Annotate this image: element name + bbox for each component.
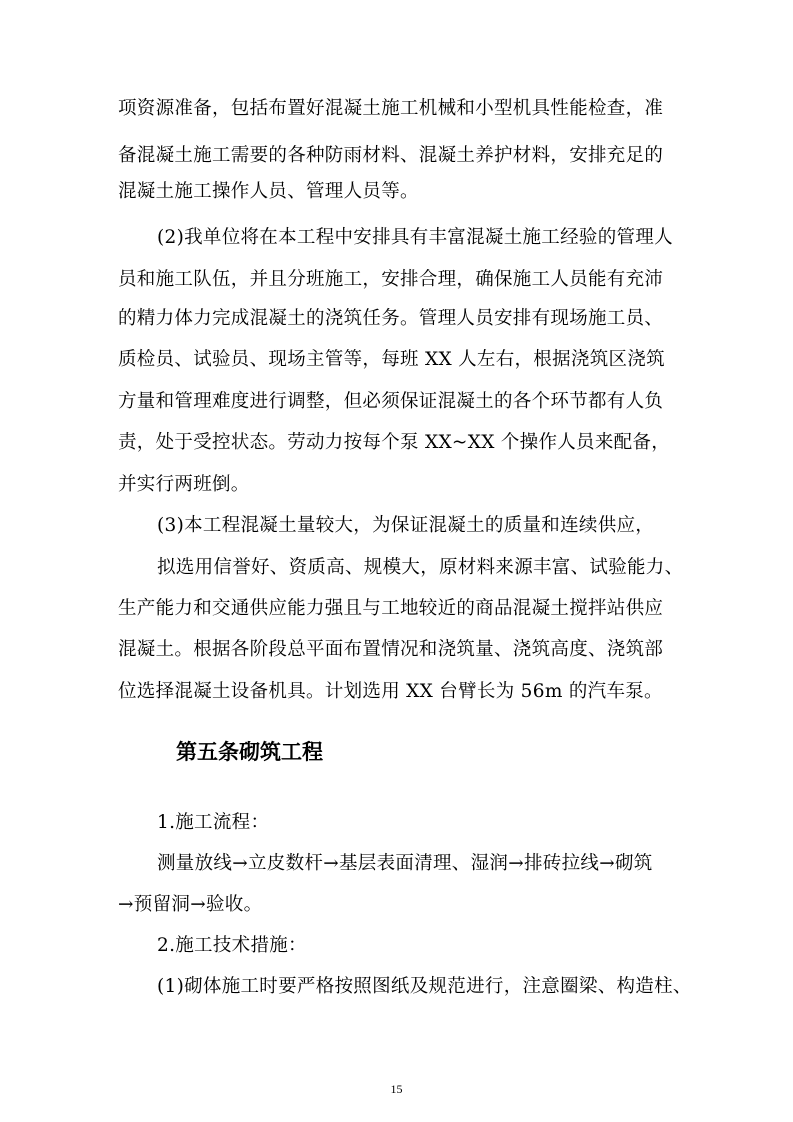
body-text-line: (1)砌体施工时要严格按照图纸及规范进行，注意圈梁、构造柱、 bbox=[157, 976, 692, 997]
body-text-line: 方量和管理难度进行调整，但必须保证混凝土的各个环节都有人负 bbox=[118, 391, 664, 412]
body-text-line: 位选择混凝土设备机具。计划选用 XX 台臂长为 56m 的汽车泵。 bbox=[118, 681, 663, 702]
body-text-line: 混凝土施工操作人员、管理人员等。 bbox=[118, 181, 419, 202]
body-text-line: 责，处于受控状态。劳动力按每个泵 XX~XX 个操作人员来配备， bbox=[118, 432, 671, 453]
body-text-line: →预留洞→验收。 bbox=[118, 894, 263, 915]
body-text-line: (2)我单位将在本工程中安排具有丰富混凝土施工经验的管理人 bbox=[157, 227, 673, 248]
body-text-line: 混凝土。根据各阶段总平面布置情况和浇筑量、浇筑高度、浇筑部 bbox=[118, 639, 664, 660]
body-text-line: 生产能力和交通供应能力强且与工地较近的商品混凝土搅拌站供应 bbox=[118, 598, 664, 619]
body-text-line: 测量放线→立皮数杆→基层表面清理、湿润→排砖拉线→砌筑 bbox=[157, 853, 653, 874]
body-text-line: 1.施工流程： bbox=[157, 812, 270, 833]
body-text-line: 拟选用信誉好、资质高、规模大，原材料来源丰富、试验能力、 bbox=[157, 557, 684, 578]
body-text-line: 质检员、试验员、现场主管等，每班 XX 人左右，根据浇筑区浇筑 bbox=[118, 349, 665, 370]
body-text-line: 项资源准备，包括布置好混凝土施工机械和小型机具性能检查，准 bbox=[118, 98, 664, 119]
body-text-line: 的精力体力完成混凝土的浇筑任务。管理人员安排有现场施工员、 bbox=[118, 308, 664, 329]
page-number: 15 bbox=[390, 1082, 403, 1096]
section-heading: 第五条砌筑工程 bbox=[176, 740, 323, 764]
body-text-line: 并实行两班倒。 bbox=[118, 474, 250, 495]
body-text-line: 员和施工队伍，并且分班施工，安排合理，确保施工人员能有充沛 bbox=[118, 269, 664, 290]
body-text-line: (3)本工程混凝土量较大，为保证混凝土的质量和连续供应， bbox=[157, 515, 655, 536]
body-text-line: 2.施工技术措施： bbox=[157, 935, 307, 956]
body-text-line: 备混凝土施工需要的各种防雨材料、混凝土养护材料，安排充足的 bbox=[118, 145, 664, 166]
